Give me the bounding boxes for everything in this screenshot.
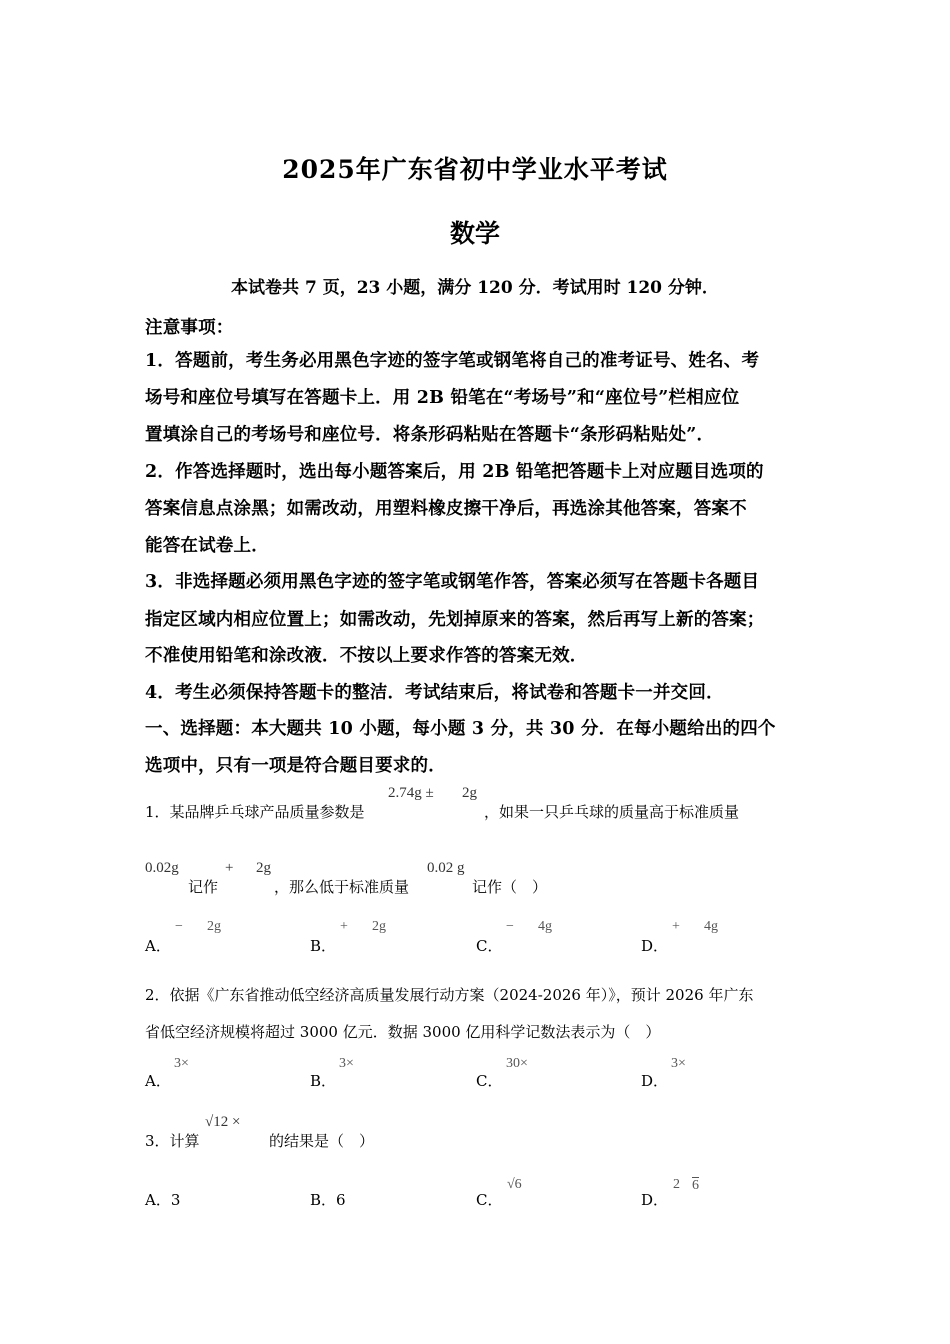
exam-intro: 本试卷共 7 页，23 小题，满分 120 分．考试用时 120 分钟． [231,278,719,298]
q3-text-a: 3．计算 [145,1132,200,1150]
q2-option-a-val: 3× [174,1056,189,1071]
option-label: B． [310,937,337,955]
q1-math-e: 2g [256,860,271,876]
notice-line: 能答在试卷上． [145,536,269,556]
notice-line: 3．非选择题必须用黑色字迹的签字笔或钢笔作答，答案必须写在答题卡各题目 [145,572,760,592]
q2-line: 2．依据《广东省推动低空经济高质量发展行动方案（2024-2026 年）》，预计 2026 年广东 [145,986,754,1004]
q1-option-b-sign: + [340,919,348,934]
notice-line: 4．考生必须保持答题卡的整洁．考试结束后，将试卷和答题卡一并交回． [145,683,724,703]
notice-line: 1．答题前，考生务必用黑色字迹的签字笔或钢笔将自己的准考证号、姓名、考 [145,351,760,371]
option-label: D． [641,1072,669,1090]
notice-line: 指定区域内相应位置上；如需改动，先划掉原来的答案，然后再写上新的答案； [145,610,765,630]
q1-text-b: ，如果一只乒乓球的质量高于标准质量 [484,803,740,821]
option-label: C． [476,937,503,955]
option-label: B． [310,1072,337,1090]
q1-text-e: 记作（ ） [472,878,548,896]
q3-text-b: 的结果是（ ） [269,1132,375,1150]
option-value: 3 [170,1191,181,1209]
section-heading: 选项中，只有一项是符合题目要求的． [145,756,446,776]
q3-option-d-coef: 2 [673,1177,680,1192]
q3-option-d[interactable] [641,1189,668,1210]
q3-option-d-rad: 6 [692,1178,699,1193]
option-label: C． [476,1072,503,1090]
notice-line: 2．作答选择题时，选出每小题答案后，用 2B 铅笔把答题卡上对应题目选项的 [145,462,764,482]
q1-math-a: 2.74g ± [388,785,434,801]
option-label: D． [641,1191,669,1209]
notice-line: 不准使用铅笔和涂改液．不按以上要求作答的答案无效． [145,646,588,666]
section-heading: 一、选择题：本大题共 10 小题，每小题 3 分，共 30 分．在每小题给出的四个 [145,719,776,739]
q1-text-d: ，那么低于标准质量 [274,878,410,896]
q2-option-d-val: 3× [671,1056,686,1071]
notice-line: 置填涂自己的考场号和座位号．将条形码粘贴在答题卡“条形码粘贴处”． [145,425,715,445]
q3-math-a: √12 × [205,1114,241,1130]
q2-option-c-val: 30× [506,1056,528,1071]
option-label: C． [476,1191,503,1209]
q1-option-a[interactable] [145,935,171,956]
q1-option-a-sign: − [175,919,183,934]
option-label: D． [641,937,669,955]
option-label: B． [310,1191,337,1209]
q3-option-a[interactable] [145,1189,180,1210]
q2-option-b[interactable] [310,1070,336,1091]
q2-line: 省低空经济规模将超过 3000 亿元．数据 3000 亿用科学记数法表示为（ ） [145,1023,661,1041]
option-label: A． [145,1191,171,1209]
exam-title: 2025年广东省初中学业水平考试 [282,155,668,184]
notice-line: 答案信息点涂黑；如需改动，用塑料橡皮擦干净后，再选涂其他答案，答案不 [145,499,747,519]
notice-heading: 注意事项： [145,318,234,338]
exam-subject: 数学 [449,219,500,248]
option-label: A． [145,1072,171,1090]
option-value: 6 [336,1191,346,1209]
q3-option-b[interactable] [310,1189,346,1210]
q2-option-c[interactable] [476,1070,502,1091]
q1-option-d-sign: + [672,919,680,934]
q2-option-b-val: 3× [339,1056,354,1071]
q2-option-d[interactable] [641,1070,668,1091]
q1-option-c-sign: − [506,919,514,934]
notice-line: 场号和座位号填写在答题卡上．用 2B 铅笔在“考场号”和“座位号”栏相应位 [145,388,740,408]
q1-text-a: 1．某品牌乒乓球产品质量参数是 [145,803,365,821]
q2-option-a[interactable] [145,1070,171,1091]
q1-math-f: 0.02 g [427,860,465,876]
q1-option-d[interactable] [641,935,668,956]
q1-text-c: 记作 [188,878,219,896]
q1-option-c[interactable] [476,935,502,956]
q1-math-d: + [225,860,234,876]
option-label: A． [145,937,171,955]
q1-option-a-val: 2g [207,919,221,934]
q1-option-c-val: 4g [538,919,552,934]
q1-option-b[interactable] [310,935,336,956]
q3-option-c-val: √6 [507,1177,522,1192]
q1-math-c: 0.02g [145,860,179,876]
q1-option-b-val: 2g [372,919,386,934]
q3-option-c[interactable] [476,1189,502,1210]
q1-math-b: 2g [462,785,477,801]
q1-option-d-val: 4g [704,919,718,934]
